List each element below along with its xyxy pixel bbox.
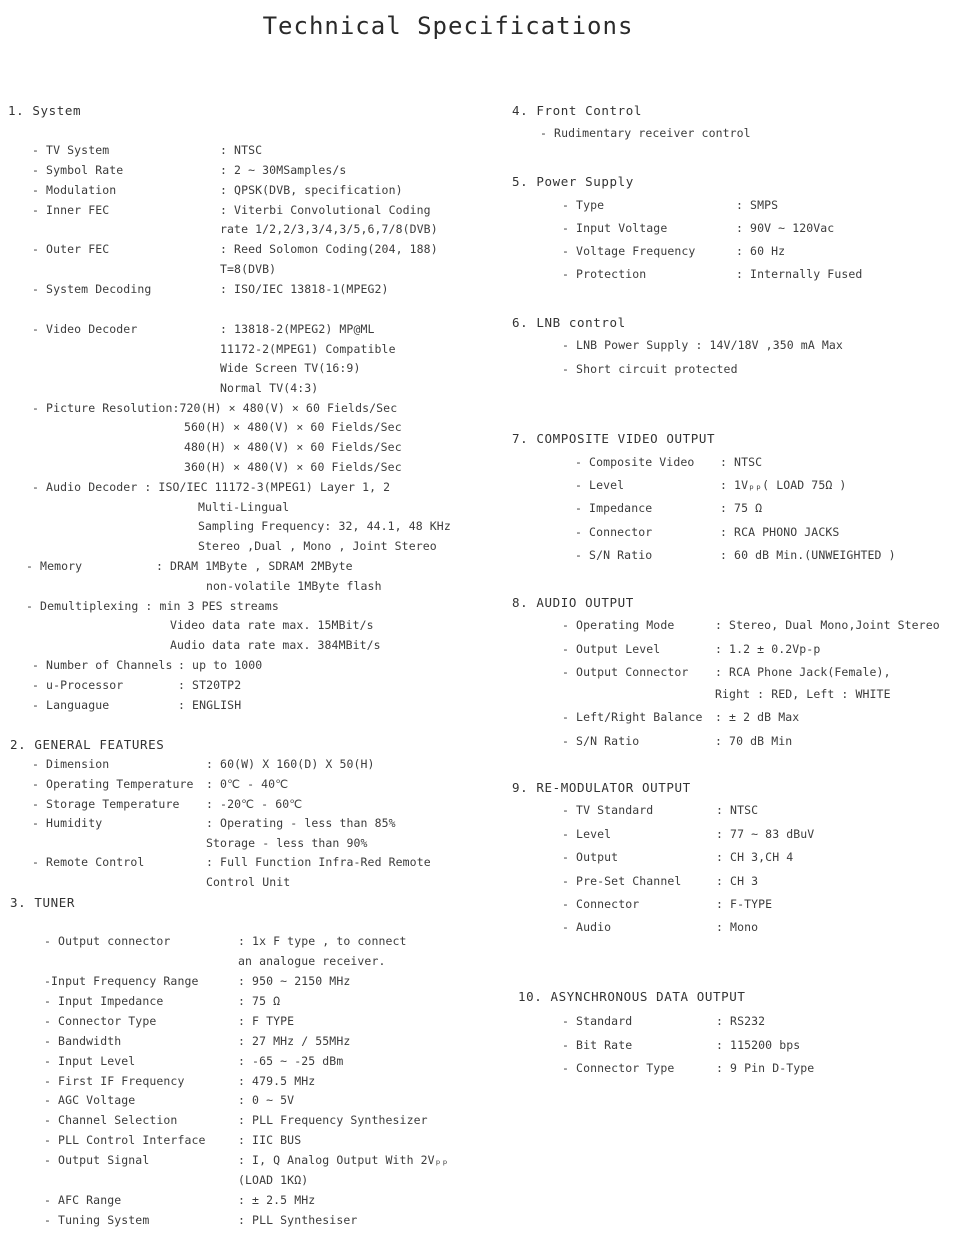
remodulator-spec-label: - Audio (562, 920, 612, 934)
system-spec-value: T=8(DVB) (220, 262, 277, 276)
remodulator-spec-label: - Connector (562, 897, 640, 911)
audio-spec-value: : 70 dB Min (715, 734, 793, 748)
async-spec-value: : 115200 bps (716, 1038, 801, 1052)
tuner-spec-label: - AGC Voltage (44, 1093, 136, 1107)
power-spec-label: - Input Voltage (562, 221, 668, 235)
tuner-spec-value: : ± 2.5 MHz (238, 1193, 316, 1207)
lnb-spec-label: - LNB Power Supply : 14V/18V ,350 mA Max (562, 338, 843, 352)
system-spec-value: : 2 ~ 30MSamples/s (220, 163, 347, 177)
audio-spec-label: - Output Level (562, 642, 661, 656)
tuner-spec-value: : 0 ~ 5V (238, 1093, 295, 1107)
system-spec-value: 11172-2(MPEG1) Compatible (220, 342, 396, 356)
audio-decoder-line: Multi-Lingual (198, 500, 290, 514)
audio-spec-label: - Output Connector (562, 665, 689, 679)
general-spec-label: - Operating Temperature (32, 777, 194, 791)
async-spec-label: - Connector Type (562, 1061, 675, 1075)
general-spec-label: - Remote Control (32, 855, 145, 869)
remodulator-spec-value: : NTSC (716, 803, 759, 817)
system-spec-value: : QPSK(DVB, specification) (220, 183, 403, 197)
tuner-spec-label: - Input Level (44, 1054, 136, 1068)
tuner-spec-value: : 950 ~ 2150 MHz (238, 974, 351, 988)
audio-decoder-line: Sampling Frequency: 32, 44.1, 48 KHz (198, 519, 451, 533)
system-spec-value: : Reed Solomon Coding(204, 188) (220, 242, 438, 256)
section-title-audio-output: 8. AUDIO OUTPUT (512, 595, 634, 610)
composite-spec-value: : RCA PHONO JACKS (720, 525, 840, 539)
system-spec-label: - Modulation (32, 183, 117, 197)
tuner-spec-label: - Input Impedance (44, 994, 164, 1008)
system-spec-label: - TV System (32, 143, 110, 157)
system-spec-label: - u-Processor (32, 678, 124, 692)
section-title-composite-video: 7. COMPOSITE VIDEO OUTPUT (512, 431, 716, 446)
picture-resolution-line: 360(H) × 480(V) × 60 Fields/Sec (184, 460, 402, 474)
audio-decoder-line: - Audio Decoder : ISO/IEC 11172-3(MPEG1) Layer 1, 2 (32, 480, 391, 494)
composite-spec-label: - Level (575, 478, 625, 492)
system-spec-value: : NTSC (220, 143, 263, 157)
tuner-spec-label: - PLL Control Interface (44, 1133, 206, 1147)
system-spec-label: - Number of Channels (32, 658, 173, 672)
audio-spec-value: : Stereo, Dual Mono,Joint Stereo (715, 618, 940, 632)
composite-spec-value: : 60 dB Min.(UNWEIGHTED ) (720, 548, 896, 562)
power-spec-label: - Type (562, 198, 605, 212)
general-spec-label: - Humidity (32, 816, 103, 830)
section-title-async-data: 10. ASYNCHRONOUS DATA OUTPUT (518, 989, 746, 1004)
picture-resolution-line: 480(H) × 480(V) × 60 Fields/Sec (184, 440, 402, 454)
remodulator-spec-label: - TV Standard (562, 803, 654, 817)
general-spec-label: - Dimension (32, 757, 110, 771)
composite-spec-label: - Composite Video (575, 455, 695, 469)
system-spec-value: Wide Screen TV(16:9) (220, 361, 361, 375)
tuner-spec-value: : 479.5 MHz (238, 1074, 316, 1088)
audio-spec-label: - S/N Ratio (562, 734, 640, 748)
system-spec-label: - Outer FEC (32, 242, 110, 256)
section-title-general-features: 2. GENERAL FEATURES (10, 737, 165, 752)
section-title-front-control: 4. Front Control (512, 103, 643, 118)
power-spec-value: : 90V ~ 120Vac (736, 221, 835, 235)
general-spec-value: : Full Function Infra-Red Remote (206, 855, 431, 869)
system-spec-value: : up to 1000 (178, 658, 263, 672)
tuner-spec-label: - Tuning System (44, 1213, 150, 1227)
audio-spec-value: : 1.2 ± 0.2Vp-p (715, 642, 821, 656)
async-spec-label: - Standard (562, 1014, 633, 1028)
memory-line: : DRAM 1MByte , SDRAM 2MByte (156, 559, 353, 573)
remodulator-spec-label: - Level (562, 827, 612, 841)
general-spec-label: - Storage Temperature (32, 797, 180, 811)
general-spec-value: : 60(W) X 160(D) X 50(H) (206, 757, 375, 771)
audio-spec-label: - Left/Right Balance (562, 710, 703, 724)
system-spec-value: : 13818-2(MPEG2) MP@ML (220, 322, 375, 336)
system-spec-label: - Languague (32, 698, 110, 712)
tuner-spec-value: : IIC BUS (238, 1133, 302, 1147)
tuner-spec-value: : F TYPE (238, 1014, 295, 1028)
composite-spec-value: : NTSC (720, 455, 763, 469)
system-spec-label: - Inner FEC (32, 203, 110, 217)
memory-line: non-volatile 1MByte flash (206, 579, 382, 593)
remodulator-spec-value: : CH 3 (716, 874, 759, 888)
general-spec-value: : -20℃ - 60℃ (206, 797, 303, 811)
general-spec-value: Storage - less than 90% (206, 836, 368, 850)
general-spec-value: Control Unit (206, 875, 291, 889)
power-spec-label: - Protection (562, 267, 647, 281)
tuner-spec-label: - First IF Frequency (44, 1074, 185, 1088)
async-spec-label: - Bit Rate (562, 1038, 633, 1052)
general-spec-value: : Operating - less than 85% (206, 816, 396, 830)
tuner-spec-value: : 75 Ω (238, 994, 281, 1008)
composite-spec-label: - S/N Ratio (575, 548, 653, 562)
tuner-spec-value: an analogue receiver. (238, 954, 386, 968)
section-title-lnb-control: 6. LNB control (512, 315, 626, 330)
tuner-spec-value: : PLL Synthesiser (238, 1213, 358, 1227)
remodulator-spec-label: - Pre-Set Channel (562, 874, 682, 888)
async-spec-value: : 9 Pin D-Type (716, 1061, 815, 1075)
audio-spec-value: : ± 2 dB Max (715, 710, 800, 724)
power-spec-value: : SMPS (736, 198, 779, 212)
picture-resolution-line: - Picture Resolution:720(H) × 480(V) × 60 Fields/Sec (32, 401, 398, 415)
page-title: Technical Specifications (262, 12, 634, 40)
composite-spec-value: : 1Vₚₚ( LOAD 75Ω ) (720, 478, 847, 492)
power-spec-value: : Internally Fused (736, 267, 863, 281)
system-spec-label: - System Decoding (32, 282, 152, 296)
section-title-system: 1. System (8, 103, 82, 118)
remodulator-spec-label: - Output (562, 850, 619, 864)
general-spec-value: : 0℃ - 40℃ (206, 777, 289, 791)
section-title-tuner: 3. TUNER (10, 895, 76, 910)
audio-spec-value: : RCA Phone Jack(Female), (715, 665, 891, 679)
tuner-spec-label: - AFC Range (44, 1193, 122, 1207)
remodulator-spec-value: : Mono (716, 920, 759, 934)
remodulator-spec-value: : F-TYPE (716, 897, 773, 911)
tuner-spec-label: -Input Frequency Range (44, 974, 199, 988)
async-spec-value: : RS232 (716, 1014, 766, 1028)
section-title-power-supply: 5. Power Supply (512, 174, 634, 189)
system-spec-label: - Video Decoder (32, 322, 138, 336)
tuner-spec-value: : I, Q Analog Output With 2Vₚₚ (238, 1153, 449, 1167)
memory-line: - Memory (26, 559, 83, 573)
system-spec-value: rate 1/2,2/3,3/4,3/5,6,7/8(DVB) (220, 222, 438, 236)
tuner-spec-label: - Output Signal (44, 1153, 150, 1167)
tuner-spec-label: - Output connector (44, 934, 171, 948)
tuner-spec-value: : -65 ~ -25 dBm (238, 1054, 344, 1068)
system-spec-value: : ST20TP2 (178, 678, 242, 692)
tuner-spec-value: (LOAD 1KΩ) (238, 1173, 309, 1187)
system-spec-value: : ENGLISH (178, 698, 242, 712)
system-spec-value: Normal TV(4:3) (220, 381, 319, 395)
power-spec-value: : 60 Hz (736, 244, 786, 258)
remodulator-spec-value: : CH 3,CH 4 (716, 850, 794, 864)
system-spec-label: - Symbol Rate (32, 163, 124, 177)
front-control-spec-label: - Rudimentary receiver control (540, 126, 751, 140)
tuner-spec-value: : PLL Frequency Synthesizer (238, 1113, 428, 1127)
power-spec-label: - Voltage Frequency (562, 244, 696, 258)
tuner-spec-value: : 1x F type , to connect (238, 934, 407, 948)
composite-spec-label: - Connector (575, 525, 653, 539)
tuner-spec-label: - Channel Selection (44, 1113, 178, 1127)
audio-spec-label: - Operating Mode (562, 618, 675, 632)
audio-decoder-line: Stereo ,Dual , Mono , Joint Stereo (198, 539, 437, 553)
demultiplexing-line: - Demultiplexing : min 3 PES streams (26, 599, 279, 613)
system-spec-value: : Viterbi Convolutional Coding (220, 203, 431, 217)
system-spec-value: : ISO/IEC 13818-1(MPEG2) (220, 282, 389, 296)
composite-spec-label: - Impedance (575, 501, 653, 515)
audio-spec-value: Right : RED, Left : WHITE (715, 687, 891, 701)
demultiplexing-line: Video data rate max. 15MBit/s (170, 618, 374, 632)
demultiplexing-line: Audio data rate max. 384MBit/s (170, 638, 381, 652)
tuner-spec-value: : 27 MHz / 55MHz (238, 1034, 351, 1048)
tuner-spec-label: - Connector Type (44, 1014, 157, 1028)
composite-spec-value: : 75 Ω (720, 501, 763, 515)
tuner-spec-label: - Bandwidth (44, 1034, 122, 1048)
remodulator-spec-value: : 77 ~ 83 dBuV (716, 827, 815, 841)
lnb-spec-label: - Short circuit protected (562, 362, 738, 376)
section-title-re-modulator: 9. RE-MODULATOR OUTPUT (512, 780, 691, 795)
picture-resolution-line: 560(H) × 480(V) × 60 Fields/Sec (184, 420, 402, 434)
